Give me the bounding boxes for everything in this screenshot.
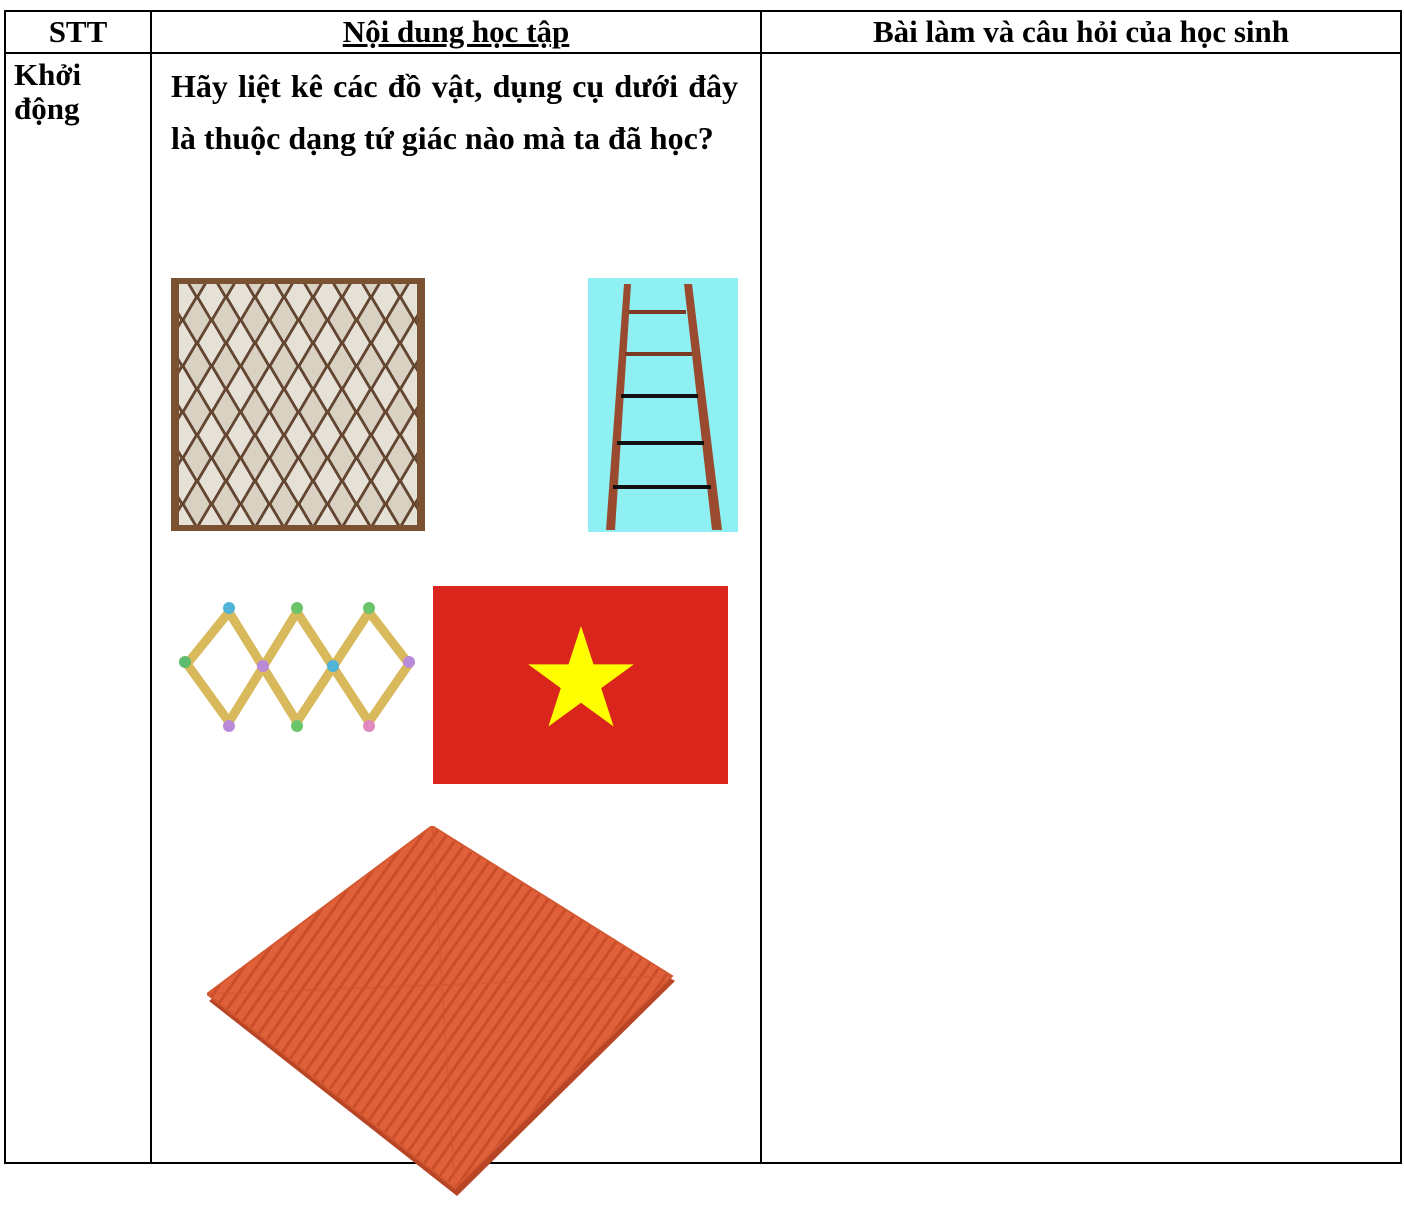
header-row: [5, 11, 1401, 53]
vietnam-flag-image: [433, 586, 728, 784]
header-stt: STT: [5, 11, 151, 53]
row-stt: Khởi động: [5, 53, 151, 1163]
warmup-row: [5, 53, 1401, 1163]
diamond-tiles-graphic: [171, 278, 425, 531]
floor-tile-graphic: [207, 826, 677, 1206]
ladder-image: [588, 278, 738, 532]
square-floor-tile-image: [207, 826, 677, 1206]
row-answer[interactable]: [761, 53, 1401, 1163]
row-content: [151, 53, 761, 1163]
header-answer: Bài làm và câu hỏi của học sinh: [761, 11, 1401, 53]
question-text: Hãy liệt kê các đồ vật, dụng cụ dưới đây là thuộc dạng tứ giác nào mà ta đã học?: [171, 68, 738, 156]
hanger-rack-graphic: [173, 594, 419, 744]
diamond-tile-mosaic-image: [171, 278, 425, 531]
header-content: [151, 11, 761, 53]
lesson-table: [4, 10, 1402, 1164]
folding-hanger-rack-image: [173, 594, 419, 744]
ladder-graphic: [588, 278, 738, 532]
header-content-label: Nội dung học tập: [342, 14, 570, 49]
flag-graphic: [433, 586, 728, 784]
